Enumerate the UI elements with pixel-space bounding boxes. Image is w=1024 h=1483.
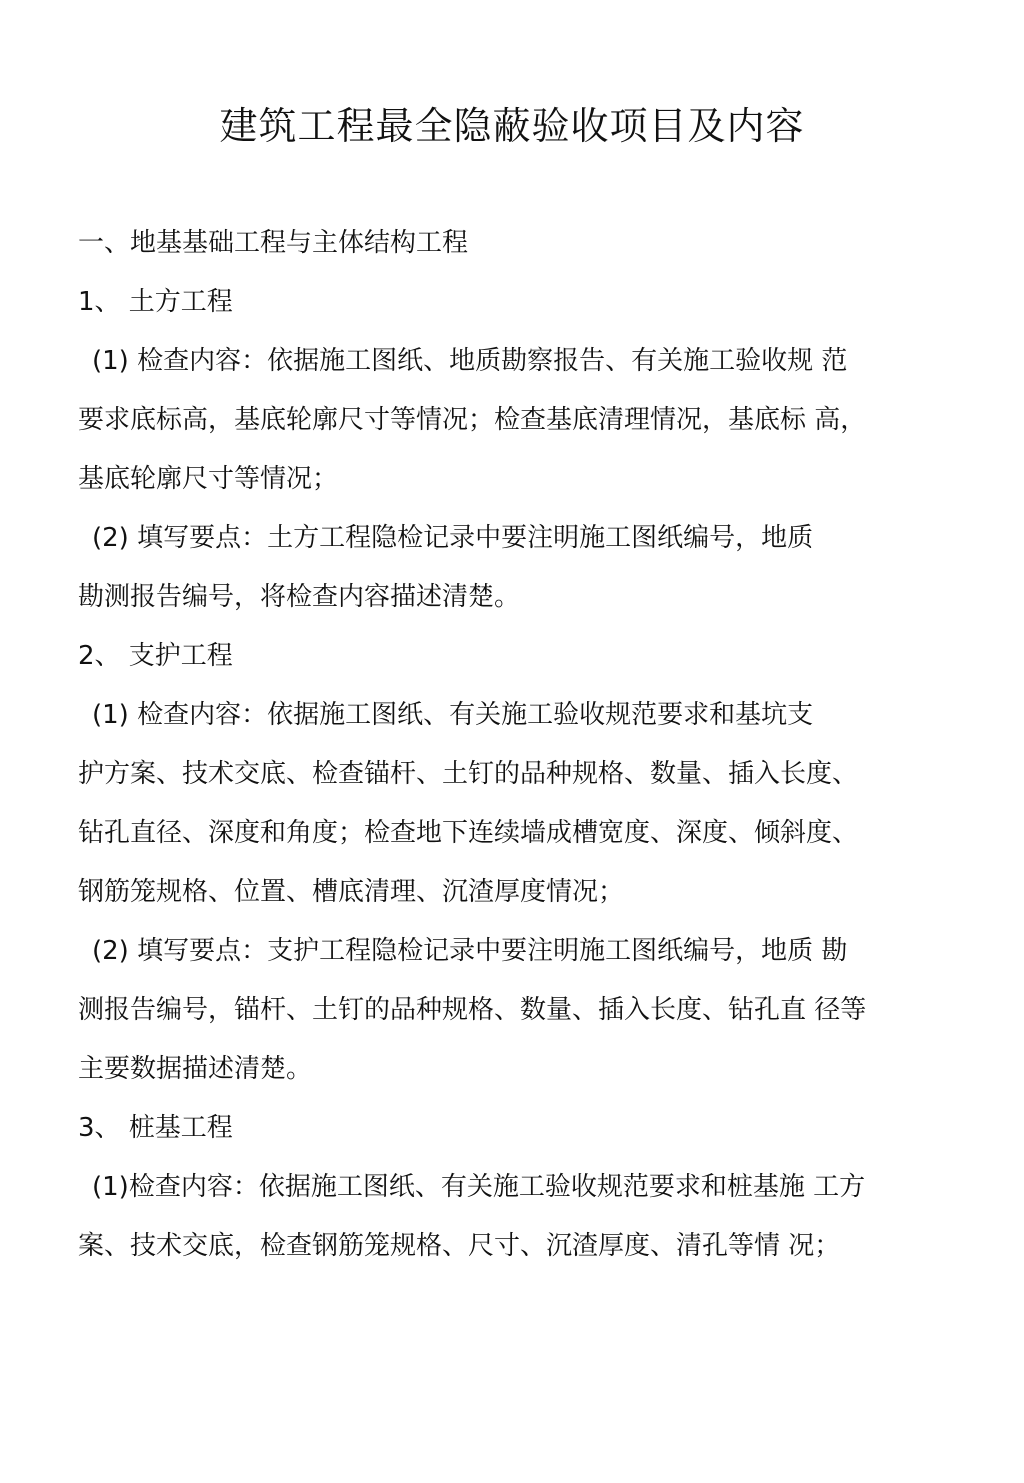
subsection-heading: 2、 支护工程 [78, 641, 233, 671]
document-title: 建筑工程最全隐蔽验收项目及内容 [219, 104, 805, 148]
paragraph-line: 主要数据描述清楚。 [78, 1054, 313, 1084]
paragraph-line: (2) 填写要点：土方工程隐检记录中要注明施工图纸编号，地质 [92, 523, 814, 553]
document-body [78, 214, 968, 1276]
paragraph-line: (1) 检查内容：依据施工图纸、地质勘察报告、有关施工验收规 范 [92, 346, 848, 376]
paragraph-line: 测报告编号，锚杆、土钉的品种规格、数量、插入长度、钻孔直 径等 [78, 995, 867, 1025]
section-heading: 一、地基基础工程与主体结构工程 [78, 228, 469, 258]
paragraph-line: 钻孔直径、深度和角度；检查地下连续墙成槽宽度、深度、倾斜度、 [78, 818, 859, 848]
paragraph-line: 案、技术交底，检查钢筋笼规格、尺寸、沉渣厚度、清孔等情 况； [78, 1231, 841, 1261]
paragraph-line: 勘测报告编号，将检查内容描述清楚。 [78, 582, 521, 612]
paragraph-line: (1) 检查内容：依据施工图纸、有关施工验收规范要求和基坑支 [92, 700, 814, 730]
paragraph-line: 要求底标高，基底轮廓尺寸等情况；检查基底清理情况，基底标 高， [78, 405, 867, 435]
paragraph-line: (1)检查内容：依据施工图纸、有关施工验收规范要求和桩基施 工方 [92, 1172, 866, 1202]
paragraph-line: 护方案、技术交底、检查锚杆、土钉的品种规格、数量、插入长度、 [78, 759, 859, 789]
paragraph-line: 钢筋笼规格、位置、槽底清理、沉渣厚度情况； [78, 877, 625, 907]
subsection-heading: 3、 桩基工程 [78, 1113, 233, 1143]
subsection-heading: 1、 土方工程 [78, 287, 233, 317]
paragraph-line: (2) 填写要点：支护工程隐检记录中要注明施工图纸编号，地质 勘 [92, 936, 848, 966]
paragraph-line: 基底轮廓尺寸等情况； [78, 464, 339, 494]
